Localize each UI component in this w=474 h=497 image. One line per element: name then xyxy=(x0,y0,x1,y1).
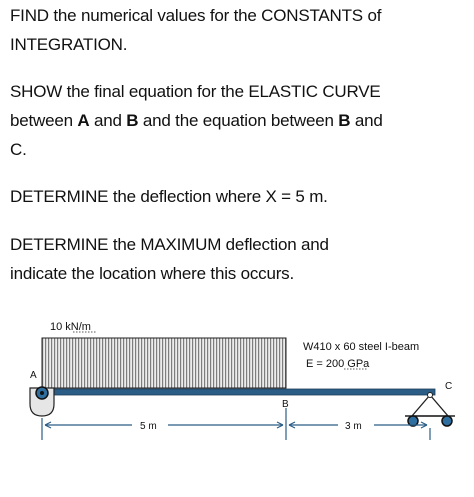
question-text-line: C. xyxy=(10,140,27,159)
point-b-ref: B xyxy=(338,111,351,130)
question-text-line: DETERMINE the deflection where X = 5 m. xyxy=(10,187,328,206)
point-a-ref: A xyxy=(77,111,90,130)
text-fragment: and xyxy=(89,111,127,130)
question-text-line: INTEGRATION. xyxy=(10,35,128,54)
beam xyxy=(37,389,435,395)
dimension-lines xyxy=(42,408,430,440)
point-a-label: A xyxy=(30,370,37,381)
distributed-load xyxy=(42,338,286,388)
point-b-label: B xyxy=(282,399,289,410)
text-fragment: and the equation between xyxy=(138,111,339,130)
support-a xyxy=(30,387,54,416)
load-label: 10 kN/m xyxy=(50,321,91,333)
text-fragment: and xyxy=(350,111,383,130)
point-b-ref: B xyxy=(126,111,139,130)
support-c xyxy=(405,393,455,427)
text-fragment: between xyxy=(10,111,78,130)
modulus-label: E = 200 GPa xyxy=(306,358,370,370)
question-text-line: indicate the location where this occurs. xyxy=(10,264,294,283)
point-c-label: C xyxy=(445,381,453,392)
dimension-ab-label: 5 m xyxy=(140,421,157,432)
question-text-line: DETERMINE the MAXIMUM deflection and xyxy=(10,235,329,254)
beam-spec-label: W410 x 60 steel I-beam xyxy=(303,341,420,353)
dimension-bc-label: 3 m xyxy=(345,421,362,432)
question-text-line: FIND the numerical values for the CONSTANTS of xyxy=(10,6,382,25)
question-text-line: SHOW the final equation for the ELASTIC CURVE xyxy=(10,82,381,101)
